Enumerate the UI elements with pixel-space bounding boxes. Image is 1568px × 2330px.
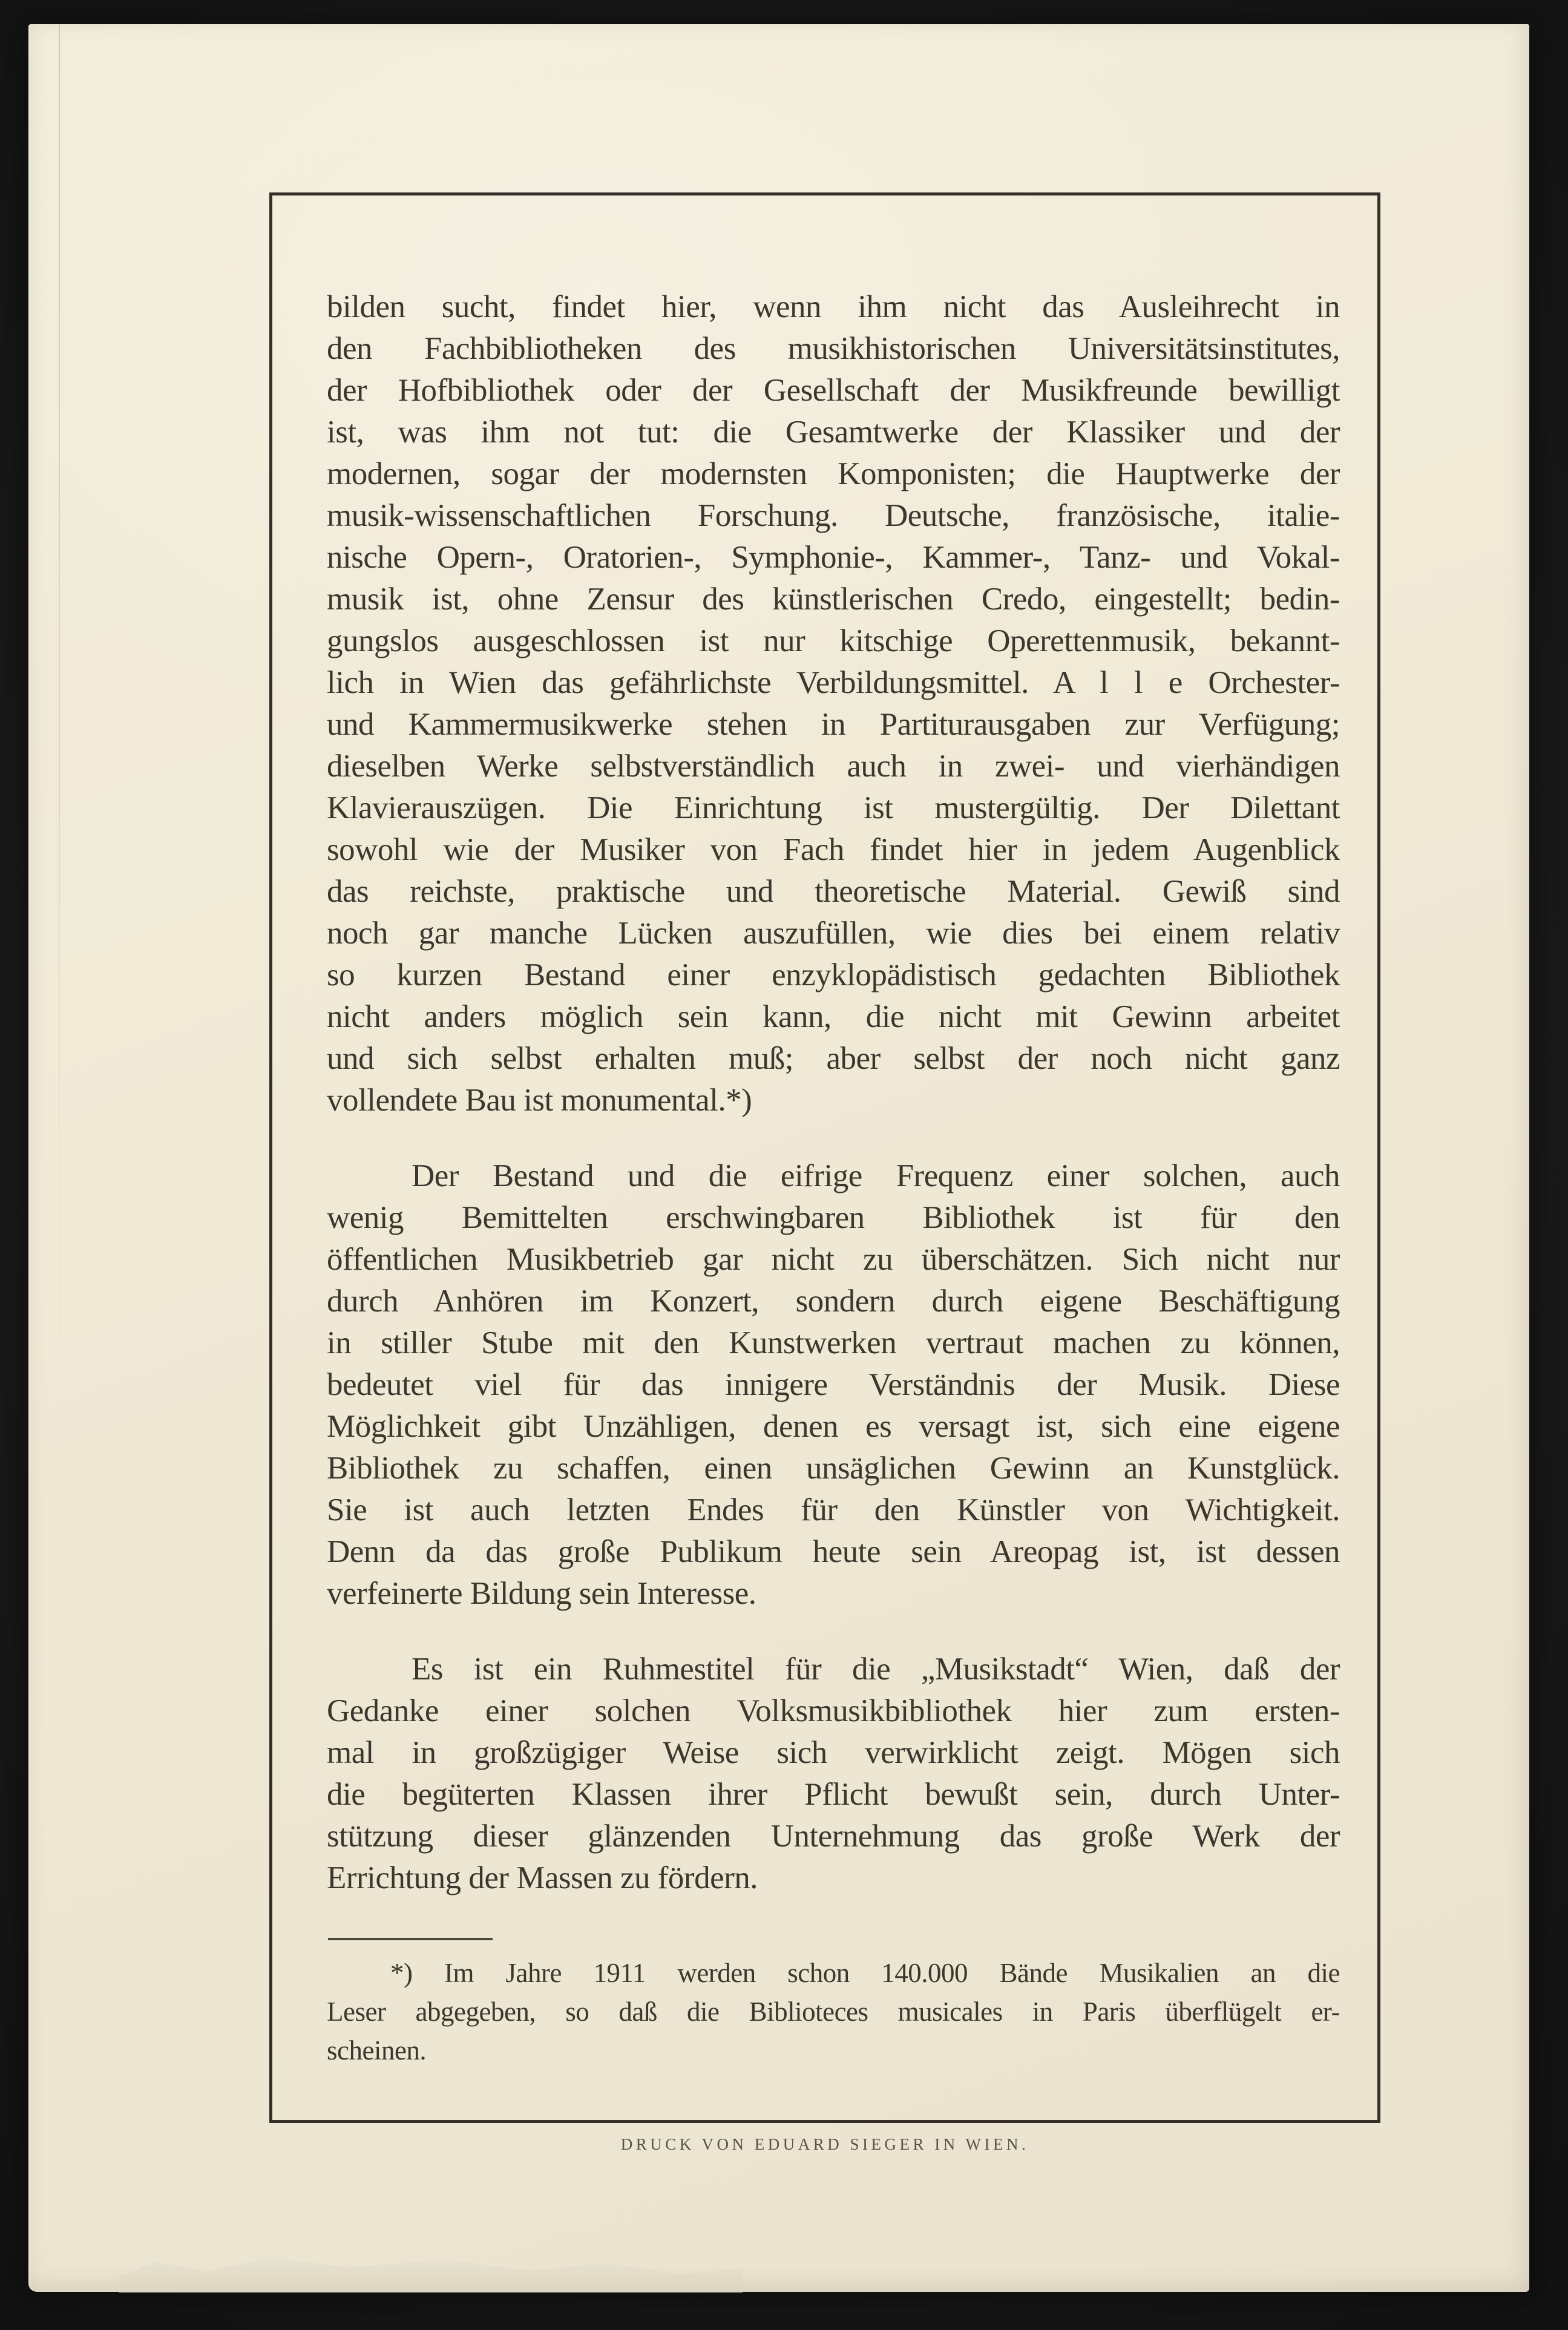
text-line: den Fachbibliotheken des musikhistorischen Universitätsinstitutes,: [327, 331, 1340, 366]
text-line: nische Opern-, Oratorien-, Symphonie-, Kammer-, Tanz- und Vokal-: [327, 540, 1340, 575]
text-line: die begüterten Klassen ihrer Pflicht bewußt sein, durch Unter-: [327, 1777, 1340, 1812]
text-line: wenig Bemittelten erschwingbaren Bibliothek ist für den: [327, 1200, 1340, 1235]
text-line: lich in Wien das gefährlichste Verbildungsmittel. A l l e Orchester-: [327, 665, 1340, 700]
paragraph: [327, 1155, 1340, 1615]
text-line: bilden sucht, findet hier, wenn ihm nicht das Ausleihrecht in: [327, 289, 1340, 324]
paper-damage-bottom-left: [119, 2236, 743, 2292]
text-line: modernen, sogar der modernsten Komponisten; die Hauptwerke der: [327, 456, 1340, 491]
text-line: in stiller Stube mit den Kunstwerken vertraut machen zu können,: [327, 1325, 1340, 1360]
text-line: der Hofbibliothek oder der Gesellschaft der Musikfreunde bewilligt: [327, 373, 1340, 408]
text-line: noch gar manche Lücken auszufüllen, wie dies bei einem relativ: [327, 916, 1340, 951]
text-line: Gedanke einer solchen Volksmusikbibliothek hier zum ersten-: [327, 1693, 1340, 1728]
paragraph: [327, 1649, 1340, 1899]
page-border-frame: [269, 192, 1380, 2123]
footnote: [327, 1954, 1340, 2070]
text-line: dieselben Werke selbstverständlich auch in zwei- und vierhändigen: [327, 749, 1340, 784]
text-line: Möglichkeit gibt Unzähligen, denen es versagt ist, sich eine eigene: [327, 1409, 1340, 1444]
text-line: Es ist ein Ruhmestitel für die „Musikstadt“ Wien, daß der: [412, 1652, 1340, 1687]
text-line: musik-wissenschaftlichen Forschung. Deutsche, französische, italie-: [327, 498, 1340, 533]
printer-imprint: DRUCK VON EDUARD SIEGER IN WIEN.: [620, 2135, 1029, 2153]
text-line: Bibliothek zu schaffen, einen unsäglichen Gewinn an Kunstglück.: [327, 1451, 1340, 1486]
text-line: Sie ist auch letzten Endes für den Künstler von Wichtigkeit.: [327, 1492, 1340, 1528]
text-line: und Kammermusikwerke stehen in Partiturausgaben zur Verfügung;: [327, 707, 1340, 742]
text-line: mal in großzügiger Weise sich verwirklicht zeigt. Mögen sich: [327, 1735, 1340, 1770]
text-line: durch Anhören im Konzert, sondern durch eigene Beschäftigung: [327, 1284, 1340, 1319]
text-line: vollendete Bau ist monumental.*): [327, 1083, 752, 1118]
body-text: [272, 195, 1377, 2120]
text-line: sowohl wie der Musiker von Fach findet hier in jedem Augenblick: [327, 832, 1340, 867]
text-line: Klavierauszügen. Die Einrichtung ist mustergültig. Der Dilettant: [327, 790, 1340, 825]
paragraph-block: [327, 286, 1340, 1899]
document-page: [28, 24, 1529, 2292]
text-line: stützung dieser glänzenden Unternehmung das große Werk der: [327, 1819, 1340, 1854]
text-line: das reichste, praktische und theoretische Material. Gewiß sind: [327, 874, 1340, 909]
text-line: Denn da das große Publikum heute sein Areopag ist, ist dessen: [327, 1534, 1340, 1569]
text-line: bedeutet viel für das innigere Verständnis der Musik. Diese: [327, 1367, 1340, 1402]
text-line: musik ist, ohne Zensur des künstlerischen Credo, eingestellt; bedin-: [327, 582, 1340, 617]
text-line: *) Im Jahre 1911 werden schon 140.000 Bände Musikalien an die: [390, 1958, 1340, 1988]
text-line: verfeinerte Bildung sein Interesse.: [327, 1576, 756, 1611]
text-line: gungslos ausgeschlossen ist nur kitschige Operettenmusik, bekannt-: [327, 623, 1340, 658]
paragraph: [327, 1954, 1340, 2070]
text-line: so kurzen Bestand einer enzyklopädistisch gedachten Bibliothek: [327, 957, 1340, 993]
text-line: Der Bestand und die eifrige Frequenz einer solchen, auch: [412, 1158, 1340, 1193]
text-line: Leser abgegeben, so daß die Biblioteces musicales in Paris überflügelt er-: [327, 1997, 1340, 2027]
text-line: nicht anders möglich sein kann, die nicht mit Gewinn arbeitet: [327, 999, 1340, 1034]
text-line: ist, was ihm not tut: die Gesamtwerke der Klassiker und der: [327, 415, 1340, 450]
paragraph: [327, 286, 1340, 1121]
paper-edge-crease: [59, 24, 60, 1430]
text-line: scheinen.: [327, 2035, 427, 2066]
text-line: öffentlichen Musikbetrieb gar nicht zu überschätzen. Sich nicht nur: [327, 1242, 1340, 1277]
text-line: Errichtung der Massen zu fördern.: [327, 1860, 758, 1895]
footnote-divider: [328, 1938, 493, 1940]
text-line: und sich selbst erhalten muß; aber selbst der noch nicht ganz: [327, 1041, 1340, 1076]
